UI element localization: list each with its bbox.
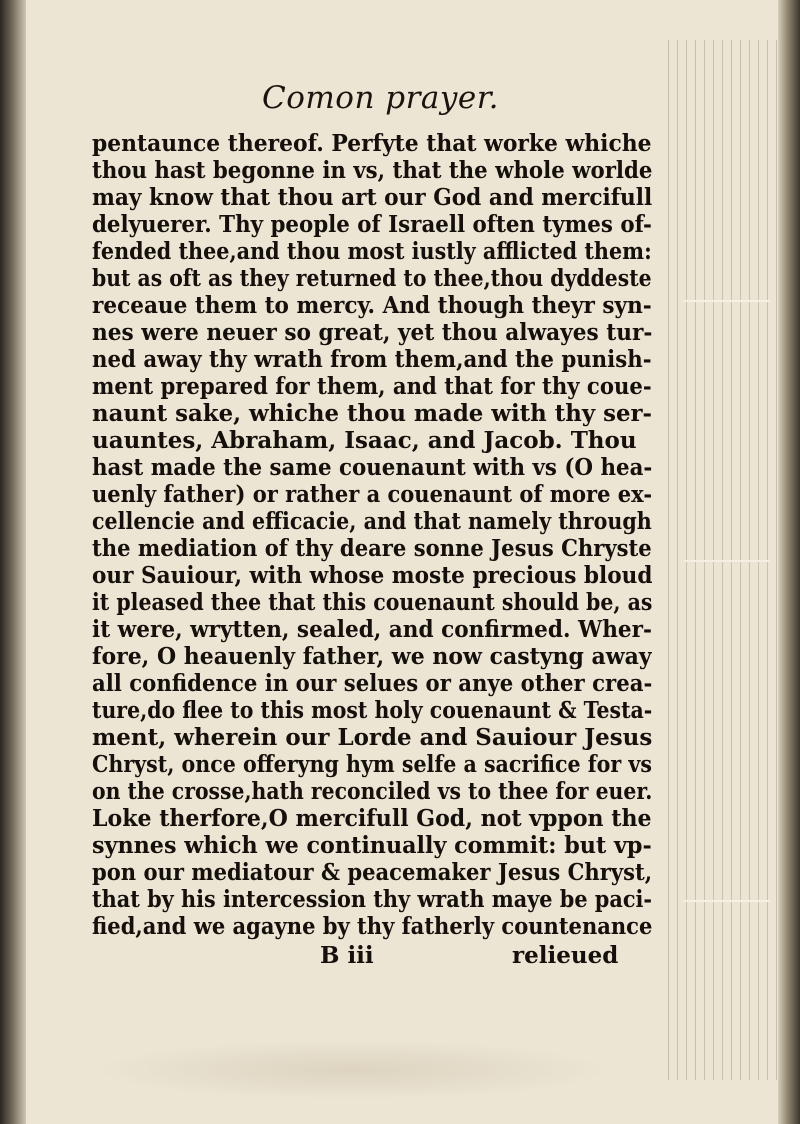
page-edge bbox=[778, 0, 800, 1124]
text-line: on the crosse,hath reconciled vs to thee for euer. bbox=[92, 778, 652, 805]
text-block bbox=[92, 80, 652, 1020]
text-line: naunt sake, whiche thou made with thy ser- bbox=[92, 400, 652, 427]
text-line: our Sauiour, with whose moste precious bloud bbox=[92, 562, 652, 589]
signature-mark: B iii bbox=[320, 942, 374, 969]
running-header: Comon prayer. bbox=[262, 80, 500, 116]
text-line: pentaunce thereof. Perfyte that worke whiche bbox=[92, 130, 652, 157]
text-line: ment prepared for them, and that for thy coue- bbox=[92, 373, 652, 400]
text-line: nes were neuer so great, yet thou alwayes tur- bbox=[92, 319, 652, 346]
text-line: Chryst, once offeryng hym selfe a sacrifice for vs bbox=[92, 751, 652, 778]
fore-edge-gap bbox=[684, 300, 770, 302]
text-line: it were, wrytten, sealed, and confirmed. Wher- bbox=[92, 616, 652, 643]
fore-edge-gap bbox=[684, 900, 770, 902]
text-line: uauntes, Abraham, Isaac, and Jacob. Thou bbox=[92, 427, 637, 454]
text-line: it pleased thee that this couenaunt should be, as bbox=[92, 589, 652, 616]
text-line: Loke therfore,O mercifull God, not vppon the bbox=[92, 805, 652, 832]
text-line: all confidence in our selues or anye other crea- bbox=[92, 670, 652, 697]
text-line: receaue them to mercy. And though theyr syn- bbox=[92, 292, 652, 319]
text-line: ned away thy wrath from them,and the punish- bbox=[92, 346, 652, 373]
text-line: synnes which we continually commit: but vp- bbox=[92, 832, 652, 859]
fore-edge-gap bbox=[684, 560, 770, 562]
text-line: the mediation of thy deare sonne Jesus Chryste bbox=[92, 535, 652, 562]
text-line: hast made the same couenaunt with vs (O hea- bbox=[92, 454, 652, 481]
page-footer bbox=[92, 942, 652, 972]
text-line: fied,and we agayne by thy fatherly countenance bbox=[92, 913, 652, 940]
binding-gutter bbox=[0, 0, 26, 1124]
catchword: relieued bbox=[512, 942, 619, 969]
text-line: ment, wherein our Lorde and Sauiour Jesus bbox=[92, 724, 652, 751]
text-line: fended thee,and thou most iustly afflicted them: bbox=[92, 238, 652, 265]
text-line: cellencie and efficacie, and that namely through bbox=[92, 508, 652, 535]
text-line: pon our mediatour & peacemaker Jesus Chryst, bbox=[92, 859, 652, 886]
text-line: ture,do flee to this most holy couenaunt & Testa- bbox=[92, 697, 652, 724]
text-line: thou hast begonne in vs, that the whole worlde bbox=[92, 157, 652, 184]
text-line: fore, O heauenly father, we now castyng away bbox=[92, 643, 652, 670]
text-line: that by his intercession thy wrath maye be paci- bbox=[92, 886, 652, 913]
text-line: may know that thou art our God and mercifull bbox=[92, 184, 652, 211]
text-line: uenly father) or rather a couenaunt of more ex- bbox=[92, 481, 652, 508]
text-line: but as oft as they returned to thee,thou dyddeste bbox=[92, 265, 652, 292]
page-stain bbox=[92, 1040, 612, 1100]
text-line: delyuerer. Thy people of Israell often tymes of- bbox=[92, 211, 652, 238]
